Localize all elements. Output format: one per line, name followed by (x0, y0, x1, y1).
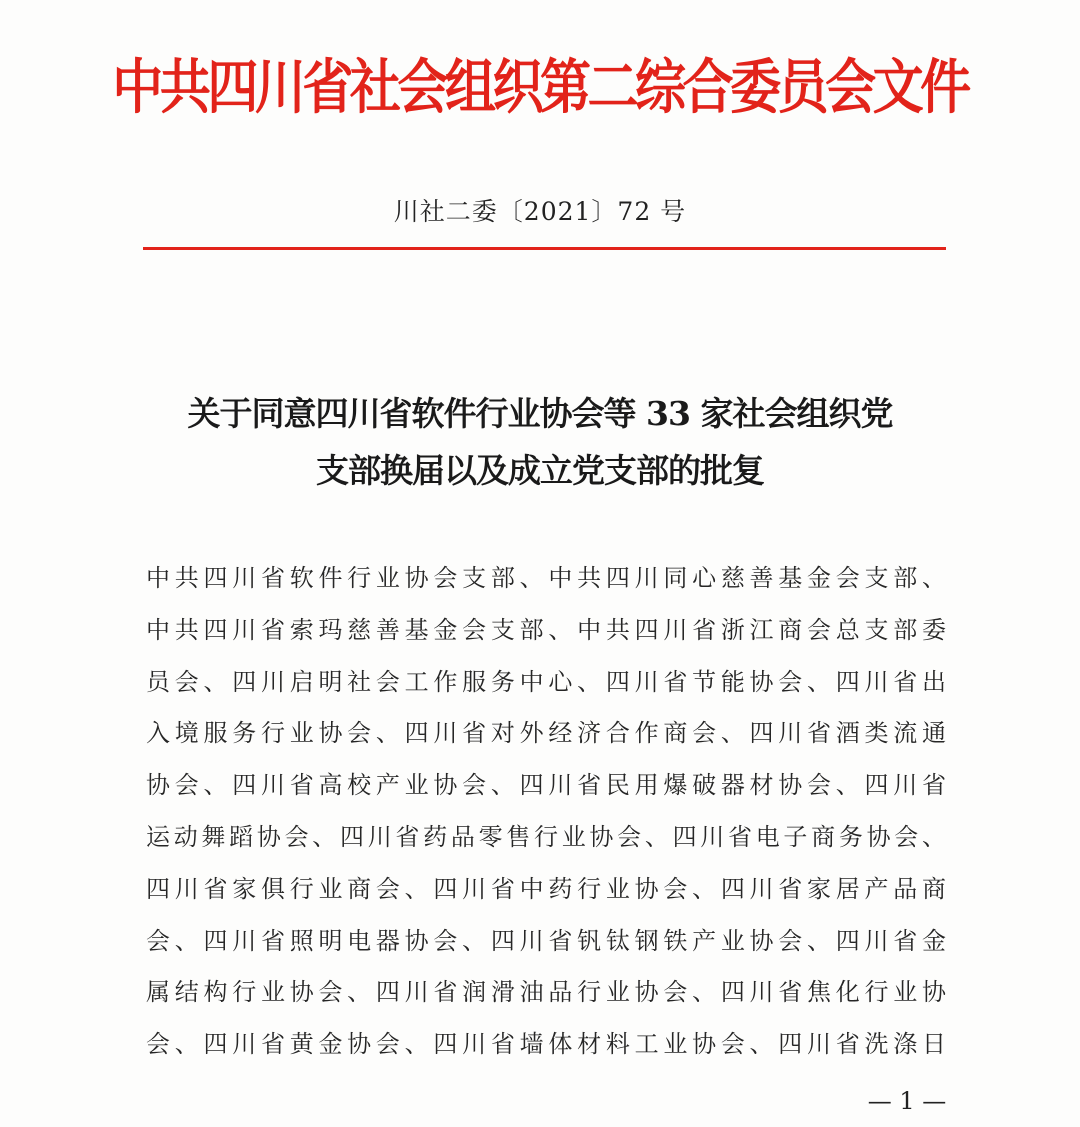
issuing-authority-header: 中共四川省社会组织第二综合委员会文件 (112, 52, 968, 122)
body-line: 入境服务行业协会、四川省对外经济合作商会、四川省酒类流通 (146, 719, 946, 748)
body-line: 属结构行业协会、四川省润滑油品行业协会、四川省焦化行业协 (146, 978, 946, 1007)
body-line: 中共四川省软件行业协会支部、中共四川同心慈善基金会支部、 (146, 564, 946, 592)
body-line: 运动舞蹈协会、四川省药品零售行业协会、四川省电子商务协会、 (146, 822, 946, 851)
body-paragraph (146, 553, 946, 1071)
body-line: 协会、四川省高校产业协会、四川省民用爆破器材协会、四川省 (146, 771, 946, 800)
document-title (100, 385, 980, 499)
page-number: — 1 — (867, 1087, 947, 1115)
title-line-2: 支部换届以及成立党支部的批复 (316, 451, 764, 490)
body-line: 四川省家俱行业商会、四川省中药行业协会、四川省家居产品商 (146, 874, 946, 903)
body-line: 会、四川省黄金协会、四川省墙体材料工业协会、四川省洗涤日 (146, 1030, 946, 1059)
red-separator-line (143, 247, 946, 250)
document-number: 川社二委〔2021〕72 号 (393, 197, 687, 226)
body-line: 员会、四川启明社会工作服务中心、四川省节能协会、四川省出 (146, 667, 946, 696)
body-line: 中共四川省索玛慈善基金会支部、中共四川省浙江商会总支部委 (146, 615, 946, 644)
title-line-1: 关于同意四川省软件行业协会等 33 家社会组织党 (187, 394, 893, 433)
body-line: 会、四川省照明电器协会、四川省钒钛钢铁产业协会、四川省金 (146, 926, 946, 955)
